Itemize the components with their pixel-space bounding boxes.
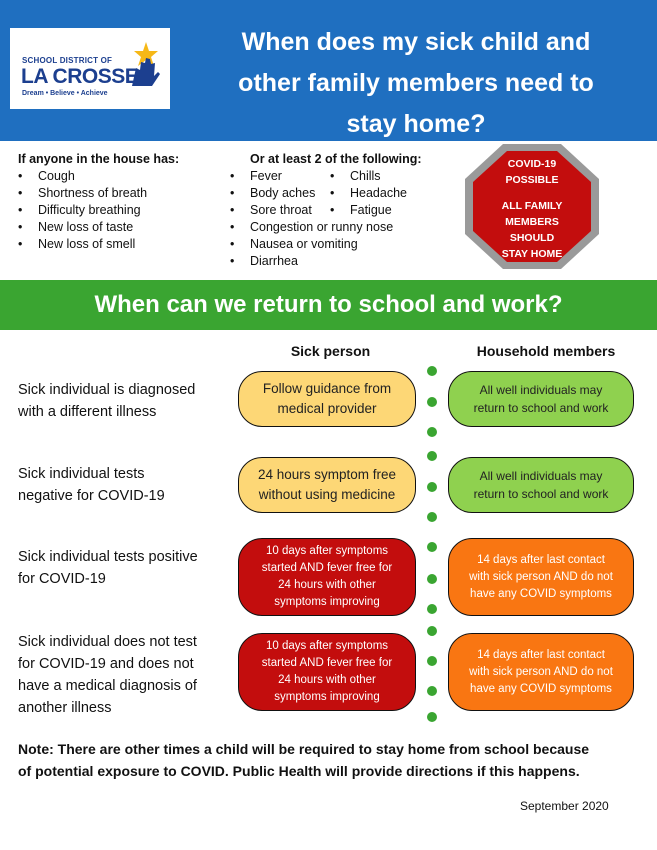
row-label bbox=[18, 379, 233, 423]
stop-line: STAY HOME bbox=[501, 248, 563, 260]
row-label-line: negative for COVID-19 bbox=[18, 488, 165, 504]
box-line: 14 days after last contact bbox=[477, 553, 605, 566]
box-line: without using medicine bbox=[258, 487, 396, 502]
symptom-group-secondary-extra bbox=[330, 168, 407, 219]
box-line: medical provider bbox=[277, 401, 377, 416]
box-line: started AND fever free for bbox=[261, 562, 393, 574]
household-guidance-box bbox=[448, 633, 634, 711]
symptom-item: • Congestion or runny nose bbox=[230, 219, 422, 236]
row-label-line: Sick individual is diagnosed bbox=[18, 382, 196, 398]
title-line: When does my sick child and bbox=[241, 28, 591, 56]
symptom-item: • Nausea or vomiting bbox=[230, 236, 422, 253]
box-line: with sick person AND do not bbox=[469, 665, 613, 678]
box-line: 24 hours symptom free bbox=[257, 467, 397, 482]
row-label-line: another illness bbox=[18, 700, 112, 716]
dotted-divider bbox=[427, 366, 437, 722]
district-logo bbox=[10, 28, 170, 109]
row-label-line: for COVID-19 and does not bbox=[18, 656, 194, 672]
household-guidance-box bbox=[448, 371, 634, 427]
title-line: other family members need to bbox=[238, 69, 594, 97]
box-line: 24 hours with other bbox=[278, 579, 376, 591]
box-line: All well individuals may bbox=[479, 469, 603, 483]
box-line: have any COVID symptoms bbox=[470, 682, 612, 695]
box-line: 14 days after last contact bbox=[477, 648, 605, 661]
page-title bbox=[190, 22, 642, 145]
box-line: Follow guidance from bbox=[262, 381, 392, 396]
column-header-sick: Sick person bbox=[290, 343, 371, 359]
symptom-item: • Fever bbox=[230, 168, 422, 185]
symptom-item: • Chills bbox=[330, 168, 407, 185]
title-line: stay home? bbox=[346, 110, 486, 138]
logo-tagline: Dream • Believe • Achieve bbox=[22, 90, 108, 97]
row-label bbox=[18, 546, 233, 590]
box-line: 10 days after symptoms bbox=[265, 545, 389, 557]
symptom-item: • New loss of smell bbox=[18, 236, 179, 253]
row-label bbox=[18, 463, 233, 507]
symptom-group-heading: Or at least 2 of the following: bbox=[250, 152, 422, 166]
row-label-line: Sick individual does not test bbox=[18, 634, 197, 650]
box-line: symptoms improving bbox=[274, 596, 380, 608]
row-label-line: with a different illness bbox=[18, 404, 157, 420]
symptom-group-heading: If anyone in the house has: bbox=[18, 152, 180, 166]
publication-date: September 2020 bbox=[520, 799, 609, 813]
box-line: 10 days after symptoms bbox=[265, 640, 389, 652]
symptom-item: • Shortness of breath bbox=[18, 185, 179, 202]
sick-guidance-box bbox=[238, 457, 416, 513]
household-guidance-box bbox=[448, 457, 634, 513]
row-label-line: Sick individual tests positive bbox=[18, 549, 198, 565]
symptom-item: • Difficulty breathing bbox=[18, 202, 179, 219]
row-label-line: Sick individual tests bbox=[18, 466, 145, 482]
box-line: have any COVID symptoms bbox=[470, 587, 612, 600]
row-label-line: have a medical diagnosis of bbox=[18, 678, 197, 694]
footnote-line: of potential exposure to COVID. Public Health will provide directions if this happens. bbox=[18, 763, 580, 779]
sick-guidance-box bbox=[238, 633, 416, 711]
box-line: symptoms improving bbox=[274, 691, 380, 703]
box-line: All well individuals may bbox=[479, 383, 603, 397]
box-line: return to school and work bbox=[473, 487, 609, 501]
box-line: return to school and work bbox=[473, 401, 609, 415]
row-label bbox=[18, 631, 233, 719]
box-line: with sick person AND do not bbox=[469, 570, 613, 583]
logo-line2: LA CROSSE bbox=[21, 65, 139, 88]
symptom-item: • Diarrhea bbox=[230, 253, 422, 270]
box-line: started AND fever free for bbox=[261, 657, 393, 669]
symptom-group-primary bbox=[18, 151, 179, 253]
footnote bbox=[18, 738, 643, 782]
stop-sign-text bbox=[478, 156, 586, 262]
symptom-item: • Fatigue bbox=[330, 202, 407, 219]
stop-line: POSSIBLE bbox=[505, 174, 559, 186]
stop-line: SHOULD bbox=[509, 232, 555, 244]
column-header-household: Household members bbox=[476, 343, 616, 359]
sick-guidance-box bbox=[238, 538, 416, 616]
symptom-item: • Sore throat bbox=[230, 202, 422, 219]
stop-line: COVID-19 bbox=[507, 158, 557, 170]
row-label-line: for COVID-19 bbox=[18, 571, 106, 587]
logo-line1: SCHOOL DISTRICT OF bbox=[22, 56, 113, 65]
symptom-item: • Body aches bbox=[230, 185, 422, 202]
household-guidance-box bbox=[448, 538, 634, 616]
sick-guidance-box bbox=[238, 371, 416, 427]
symptom-item: • Headache bbox=[330, 185, 407, 202]
symptom-item: • Cough bbox=[18, 168, 179, 185]
symptom-item: • New loss of taste bbox=[18, 219, 179, 236]
box-line: 24 hours with other bbox=[278, 674, 376, 686]
stop-line: ALL FAMILY bbox=[501, 200, 563, 212]
footnote-line: Note: There are other times a child will be required to stay home from school because bbox=[18, 741, 590, 757]
section-title: When can we return to school and work? bbox=[94, 291, 563, 318]
stop-line: MEMBERS bbox=[505, 216, 559, 228]
